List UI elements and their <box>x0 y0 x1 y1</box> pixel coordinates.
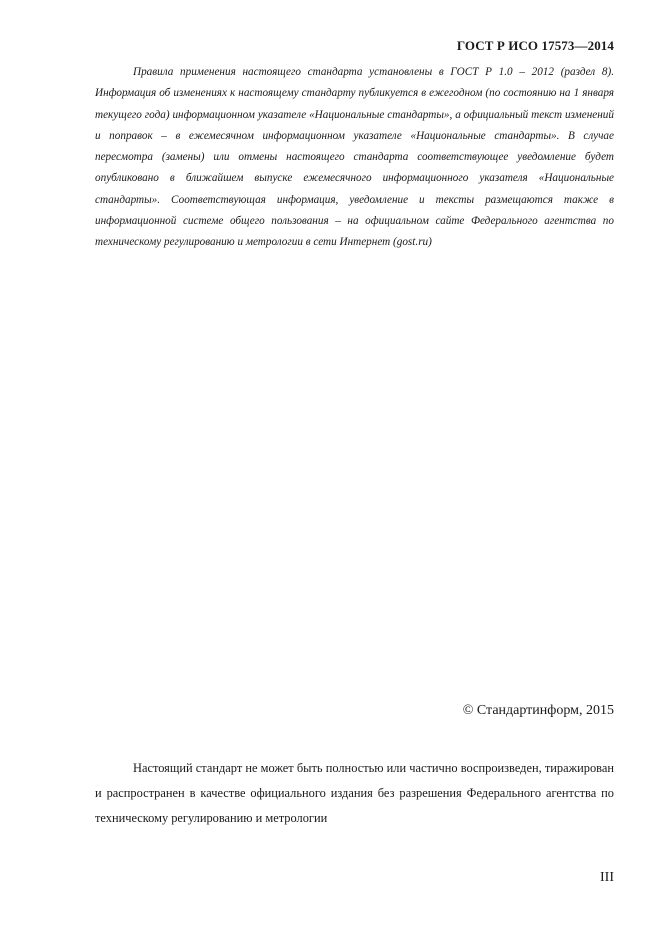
application-rules-notice: Правила применения настоящего стандарта установлены в ГОСТ Р 1.0 – 2012 (раздел 8). Информация об изменениях к настоящему стандарту публикуется в ежегодном (по состоянию на 1 января текущего года) информационном указателе «Национальные стандарты», а официальный текст изменений и поправок – в ежемесячном информационном указателе «Национальные стандарты». В случае пересмотра (замены) или отмены настоящего стандарта соответствующее уведомление будет опубликовано в ближайшем выпуске ежемесячного информационного указателя «Национальные стандарты». Соответствующая информация, уведомление и тексты размещаются также в информационной системе общего пользования – на официальном сайте Федерального агентства по техническому регулированию и метрологии в сети Интернет (gost.ru) <box>95 66 614 249</box>
copyright-line: © Стандартинформ, 2015 <box>462 703 614 718</box>
page-number: III <box>600 870 614 885</box>
reproduction-rights-notice: Настоящий стандарт не может быть полностью или частично воспроизведен, тиражирован и распространен в качестве официального издания без разрешения Федерального агентства по техническому регулированию и метрологии <box>95 761 614 825</box>
document-code: ГОСТ Р ИСО 17573—2014 <box>456 38 614 53</box>
